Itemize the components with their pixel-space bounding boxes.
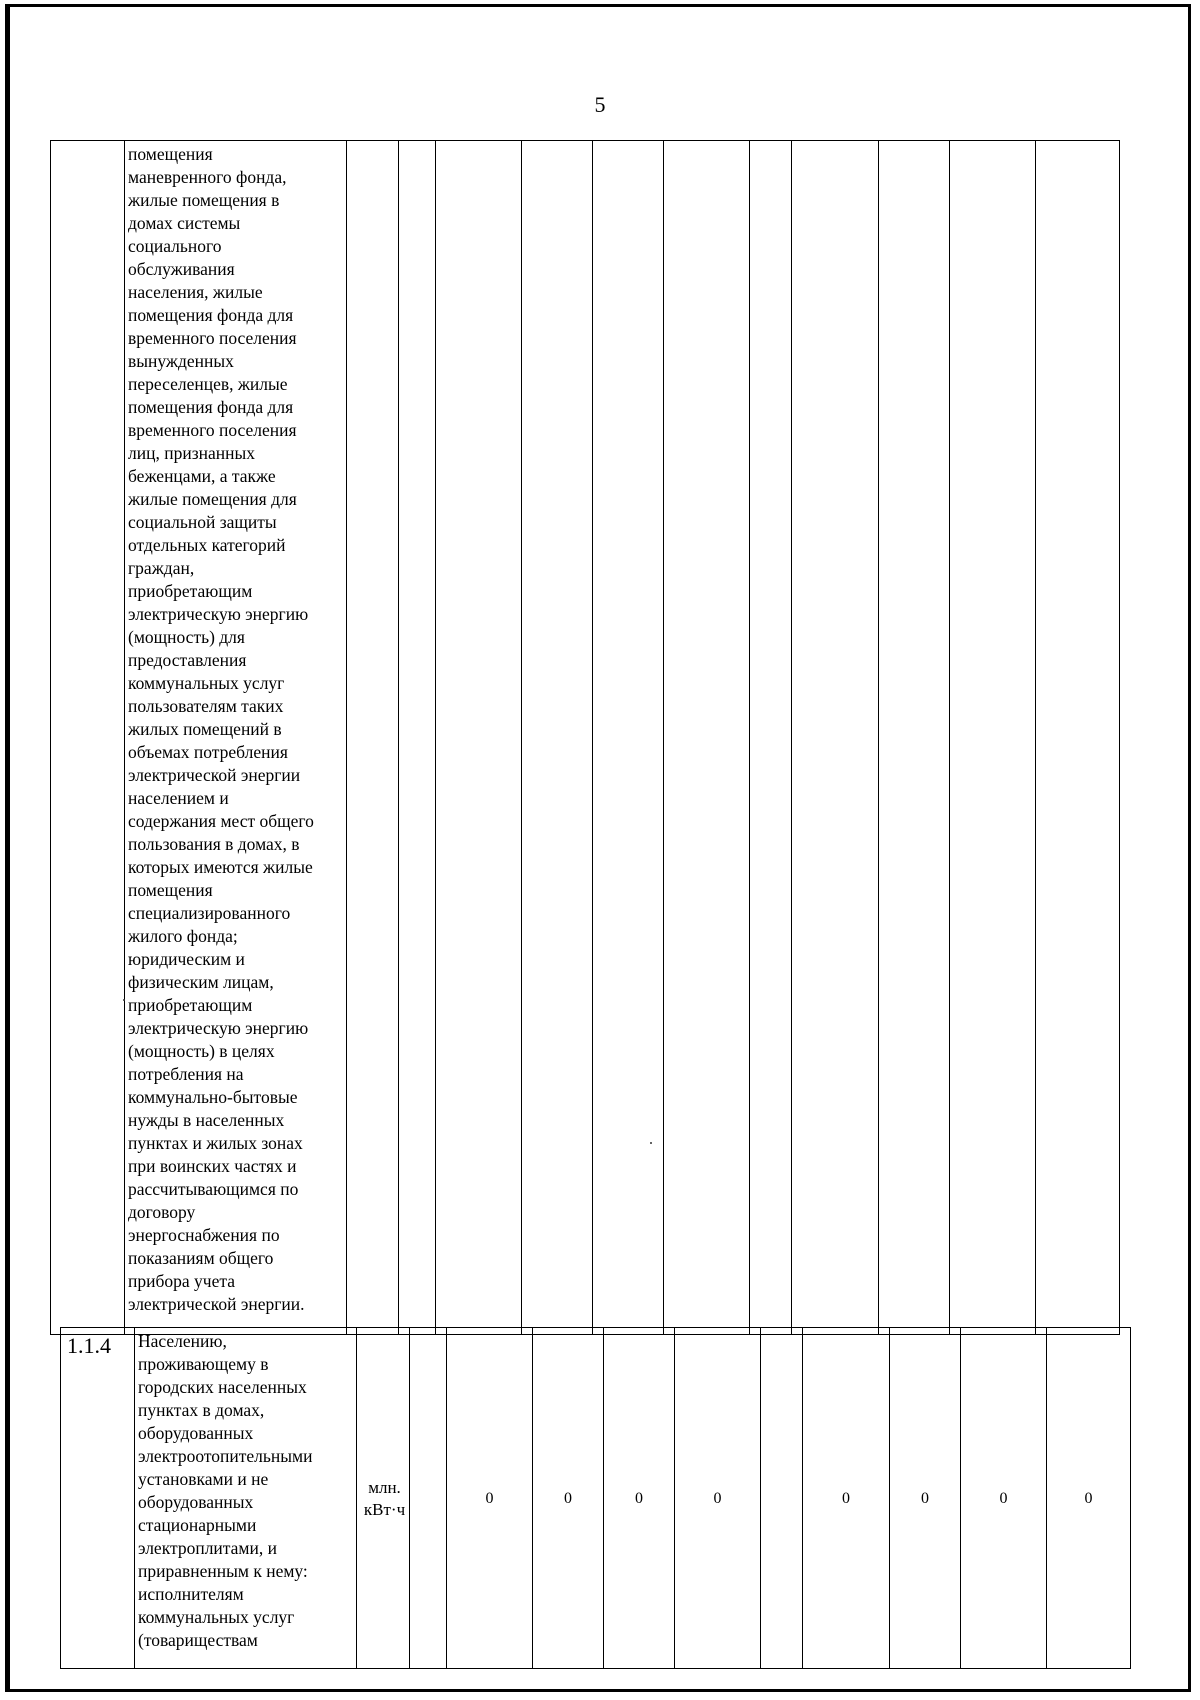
- value-cell: [399, 141, 436, 1335]
- value-cell: 0: [961, 1328, 1047, 1669]
- page-number: 5: [594, 92, 606, 117]
- tariff-table-row-1-1-4: [60, 1327, 1131, 1669]
- table-row: [61, 1328, 1131, 1669]
- unit-cell: млн. кВт·ч: [357, 1328, 410, 1669]
- scan-artifact-dot: [123, 999, 125, 1001]
- value-cell: 0: [890, 1328, 961, 1669]
- value-cell: [792, 141, 879, 1335]
- value-cell: [950, 141, 1036, 1335]
- value-cell: [761, 1328, 803, 1669]
- row-number-cell: [51, 141, 125, 1335]
- row-description: помещения маневренного фонда, жилые помещения в домах системы социального обслуживания населения, жилые помещения фонда для временного поселения вынужденных переселенцев, жилые помещения фонда для временного поселения лиц, признанных беженцами, а также жилые помещения для социальной защиты отдельных категорий граждан, приобретающим электрическую энергию (мощность) для предоставления коммунальных услуг пользователям таких жилых помещений в объемах потребления электрической энергии населением и содержания мест общего пользования в домах, в которых имеются жилые помещения специализированного жилого фонда; юридическим и физическим лицам, приобретающим электрическую энергию (мощность) в целях потребления на коммунально-бытовые нужды в населенных пунктах и жилых зонах при воинских частях и рассчитывающимся по договору энергоснабжения по показаниям общего прибора учета электрической энергии.: [125, 141, 347, 1335]
- value-cell: 0: [604, 1328, 675, 1669]
- value-cell: [522, 141, 593, 1335]
- value-cell: [410, 1328, 447, 1669]
- value-cell: 0: [1047, 1328, 1131, 1669]
- value-cell: [1036, 141, 1120, 1335]
- unit-cell: [347, 141, 399, 1335]
- value-cell: [879, 141, 950, 1335]
- scan-artifact-dot: [650, 1142, 652, 1144]
- value-cell: 0: [675, 1328, 761, 1669]
- tariff-table-continuation: [50, 140, 1120, 1335]
- value-cell: [664, 141, 750, 1335]
- row-description: Населению, проживающему в городских населенных пунктах в домах, оборудованных электроотопительными установками и не оборудованных стационарными электроплитами, и приравненным к нему: исполнителям коммунальных услуг (товариществам: [135, 1328, 357, 1669]
- row-number-cell: 1.1.4: [61, 1328, 135, 1669]
- value-cell: [593, 141, 664, 1335]
- value-cell: 0: [533, 1328, 604, 1669]
- value-cell: 0: [803, 1328, 890, 1669]
- value-cell: [750, 141, 792, 1335]
- value-cell: [436, 141, 522, 1335]
- value-cell: 0: [447, 1328, 533, 1669]
- table-row: [51, 141, 1120, 1335]
